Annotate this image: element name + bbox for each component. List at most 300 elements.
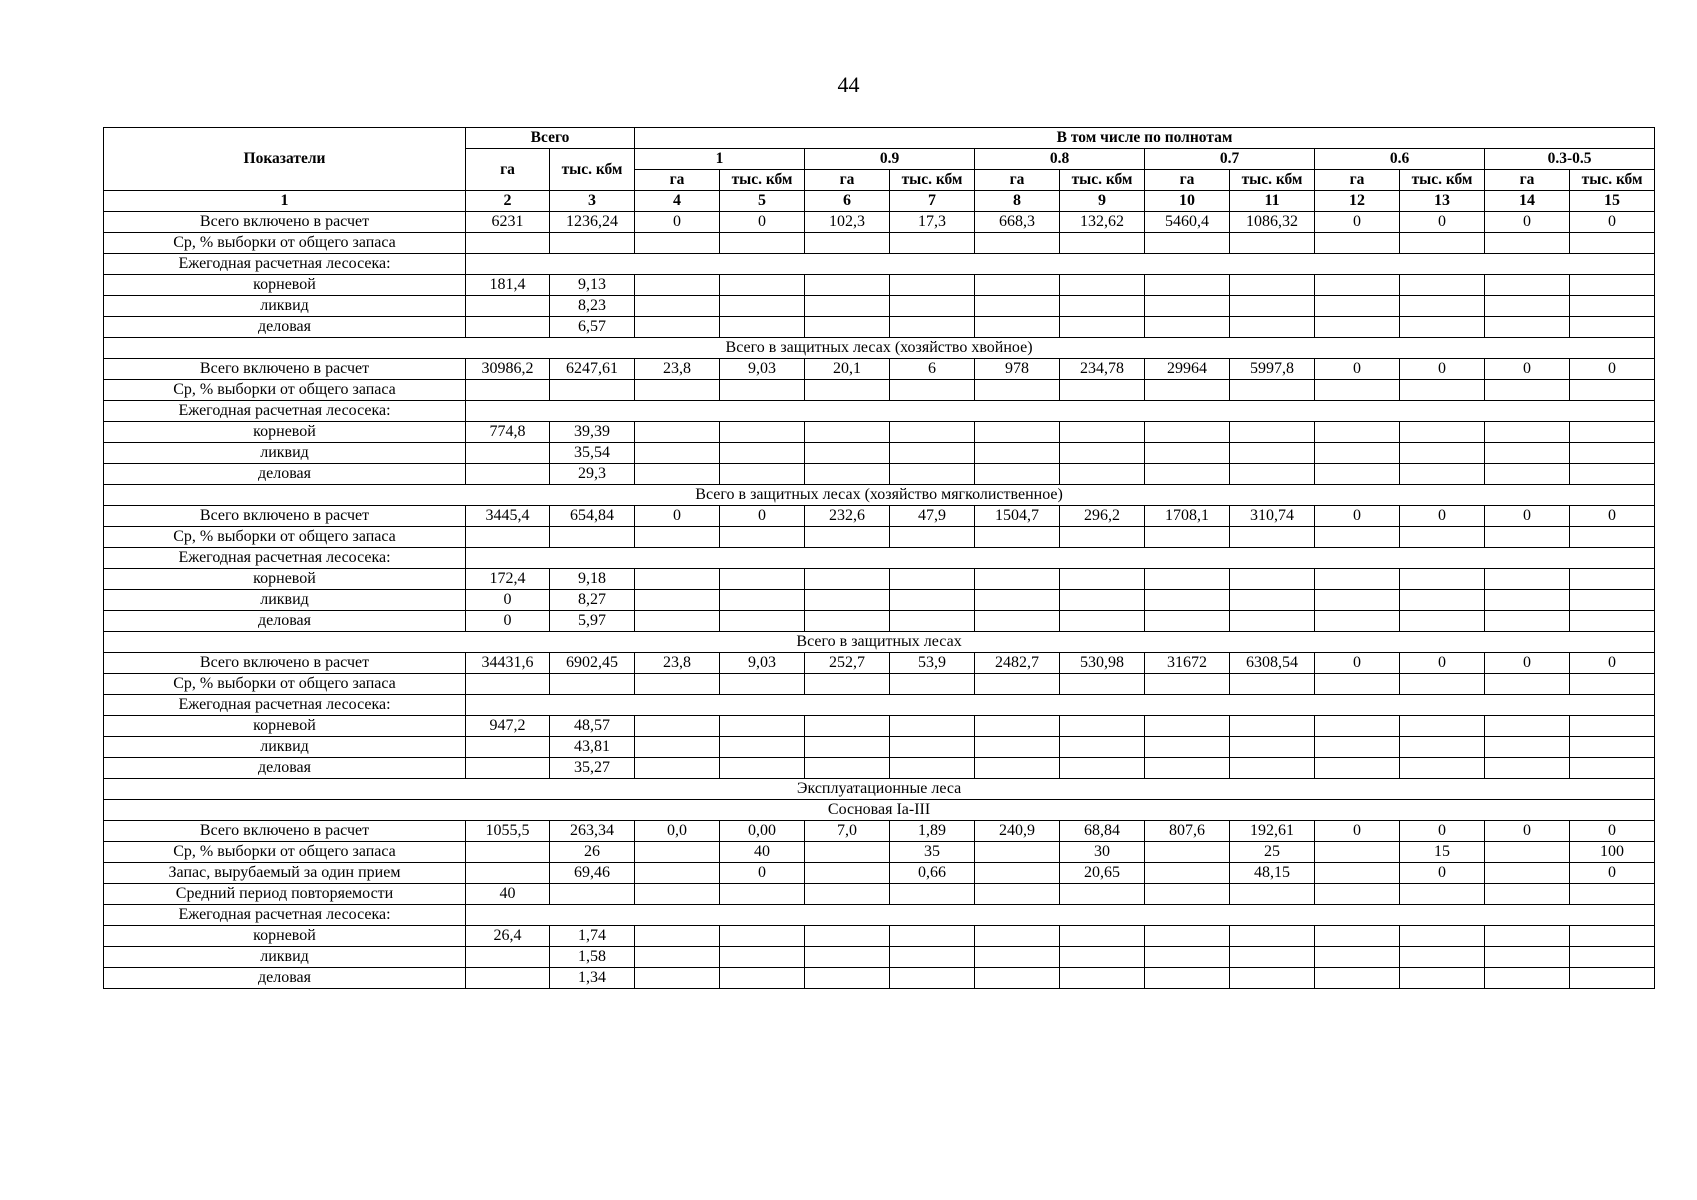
table-cell <box>1485 233 1570 254</box>
table-cell <box>1315 947 1400 968</box>
table-cell <box>1570 884 1655 905</box>
table-cell: 0 <box>1400 212 1485 233</box>
table-cell <box>1060 443 1145 464</box>
table-cell <box>1315 380 1400 401</box>
table-cell <box>720 233 805 254</box>
table-row <box>104 569 1655 590</box>
table-cell <box>1315 569 1400 590</box>
table-cell <box>1400 737 1485 758</box>
table-cell <box>805 674 890 695</box>
header-unit-tkbm: тыс. кбм <box>1060 170 1145 191</box>
column-number: 3 <box>550 191 635 212</box>
table-cell <box>466 674 550 695</box>
table-row <box>104 275 1655 296</box>
table-cell <box>805 569 890 590</box>
table-cell: 3445,4 <box>466 506 550 527</box>
table-row <box>104 674 1655 695</box>
table-cell <box>1400 464 1485 485</box>
table-cell <box>1400 317 1485 338</box>
table-cell: 1236,24 <box>550 212 635 233</box>
section-row <box>104 779 1655 800</box>
table-cell <box>720 443 805 464</box>
row-label: деловая <box>104 611 466 632</box>
table-cell: 9,03 <box>720 653 805 674</box>
table-cell: 0,00 <box>720 821 805 842</box>
header-unit-tkbm: тыс. кбм <box>1230 170 1315 191</box>
table-cell <box>1145 842 1230 863</box>
table-cell: 0,0 <box>635 821 720 842</box>
table-cell <box>805 926 890 947</box>
table-cell <box>1315 317 1400 338</box>
table-cell <box>1145 716 1230 737</box>
table-cell <box>805 884 890 905</box>
row-label: Ежегодная расчетная лесосека: <box>104 548 466 569</box>
section-title: Всего в защитных лесах <box>104 632 1655 653</box>
table-cell <box>1230 590 1315 611</box>
table-cell <box>1315 716 1400 737</box>
table-cell <box>1315 464 1400 485</box>
table-cell <box>1400 968 1485 989</box>
table-cell <box>1060 317 1145 338</box>
table-cell <box>1145 737 1230 758</box>
table-cell <box>1400 275 1485 296</box>
table-cell <box>1230 716 1315 737</box>
table-cell <box>1570 611 1655 632</box>
table-cell <box>975 233 1060 254</box>
table-cell <box>550 233 635 254</box>
table-cell <box>1570 275 1655 296</box>
empty-cell <box>466 401 1655 422</box>
table-cell: 0 <box>1570 653 1655 674</box>
table-cell: 0 <box>1485 506 1570 527</box>
table-cell: 69,46 <box>550 863 635 884</box>
table-row <box>104 821 1655 842</box>
table-cell: 7,0 <box>805 821 890 842</box>
table-cell <box>1485 863 1570 884</box>
table-cell: 0 <box>1315 359 1400 380</box>
table-cell <box>1485 464 1570 485</box>
header-unit-ha: га <box>1315 170 1400 191</box>
table-cell: 26,4 <box>466 926 550 947</box>
table-cell <box>635 569 720 590</box>
header-unit-ha: га <box>1485 170 1570 191</box>
table-cell <box>635 926 720 947</box>
table-cell <box>1400 674 1485 695</box>
table-cell: 6 <box>890 359 975 380</box>
column-number: 11 <box>1230 191 1315 212</box>
table-cell <box>805 527 890 548</box>
table-cell: 172,4 <box>466 569 550 590</box>
table-cell <box>1145 926 1230 947</box>
table-cell <box>1230 296 1315 317</box>
table-cell: 15 <box>1400 842 1485 863</box>
table-cell <box>466 317 550 338</box>
column-number: 6 <box>805 191 890 212</box>
row-label: ликвид <box>104 737 466 758</box>
empty-cell <box>466 254 1655 275</box>
table-cell: 25 <box>1230 842 1315 863</box>
table-row <box>104 653 1655 674</box>
table-cell: 9,18 <box>550 569 635 590</box>
table-cell <box>1485 380 1570 401</box>
table-cell <box>805 737 890 758</box>
table-cell <box>635 842 720 863</box>
table-row <box>104 737 1655 758</box>
table-cell <box>1485 737 1570 758</box>
table-cell <box>1315 674 1400 695</box>
table-cell <box>975 611 1060 632</box>
subheading-row <box>104 401 1655 422</box>
column-number: 8 <box>975 191 1060 212</box>
table-cell: 0 <box>1400 821 1485 842</box>
header-density: 0.8 <box>975 149 1145 170</box>
table-cell <box>1400 527 1485 548</box>
column-number: 2 <box>466 191 550 212</box>
table-cell <box>635 758 720 779</box>
table-header <box>104 128 1655 212</box>
table-row <box>104 443 1655 464</box>
table-row <box>104 947 1655 968</box>
table-cell <box>805 233 890 254</box>
table-cell <box>466 380 550 401</box>
table-row <box>104 758 1655 779</box>
table-cell: 1,58 <box>550 947 635 968</box>
table-cell: 0 <box>1485 359 1570 380</box>
table-cell <box>466 527 550 548</box>
table-cell <box>1485 842 1570 863</box>
table-cell: 31672 <box>1145 653 1230 674</box>
table-cell <box>1145 380 1230 401</box>
table-cell <box>1060 968 1145 989</box>
table-cell <box>1400 947 1485 968</box>
table-row <box>104 884 1655 905</box>
table-cell: 40 <box>466 884 550 905</box>
table-cell <box>890 233 975 254</box>
table-cell <box>1315 275 1400 296</box>
table-cell <box>1060 464 1145 485</box>
table-cell <box>1315 443 1400 464</box>
table-cell <box>975 422 1060 443</box>
table-cell <box>1230 947 1315 968</box>
table-cell <box>1315 422 1400 443</box>
table-cell <box>890 275 975 296</box>
table-row <box>104 611 1655 632</box>
table-cell <box>1570 233 1655 254</box>
table-cell: 192,61 <box>1230 821 1315 842</box>
row-label: Ежегодная расчетная лесосека: <box>104 401 466 422</box>
table-cell: 240,9 <box>975 821 1060 842</box>
table-cell <box>805 296 890 317</box>
table-cell <box>1485 968 1570 989</box>
table-cell <box>1315 527 1400 548</box>
table-cell <box>635 317 720 338</box>
row-label: Ср, % выборки от общего запаса <box>104 233 466 254</box>
table-cell <box>550 527 635 548</box>
table-cell: 0 <box>720 212 805 233</box>
table-cell <box>975 716 1060 737</box>
row-label: корневой <box>104 716 466 737</box>
table-cell <box>1145 947 1230 968</box>
table-cell <box>1230 926 1315 947</box>
table-cell: 0 <box>1570 359 1655 380</box>
header-unit-ha: га <box>1145 170 1230 191</box>
table-cell <box>1230 422 1315 443</box>
table-cell: 310,74 <box>1230 506 1315 527</box>
table-cell <box>466 443 550 464</box>
section-title: Всего в защитных лесах (хозяйство мягколиственное) <box>104 485 1655 506</box>
table-cell <box>805 443 890 464</box>
table-cell: 0 <box>1570 212 1655 233</box>
header-density: 0.7 <box>1145 149 1315 170</box>
table-cell <box>635 275 720 296</box>
table-cell <box>550 674 635 695</box>
table-cell <box>720 926 805 947</box>
table-row <box>104 863 1655 884</box>
table-cell: 232,6 <box>805 506 890 527</box>
table-cell <box>635 863 720 884</box>
table-cell: 0 <box>1485 653 1570 674</box>
table-cell <box>635 296 720 317</box>
row-label: Всего включено в расчет <box>104 506 466 527</box>
table-cell <box>720 716 805 737</box>
row-label: Ср, % выборки от общего запаса <box>104 674 466 695</box>
table-cell <box>720 758 805 779</box>
table-cell <box>805 464 890 485</box>
subheading-row <box>104 254 1655 275</box>
table-cell <box>975 275 1060 296</box>
table-cell <box>1145 884 1230 905</box>
table-cell <box>975 380 1060 401</box>
table-cell <box>1570 443 1655 464</box>
table-cell <box>1060 380 1145 401</box>
table-cell <box>805 422 890 443</box>
table-row <box>104 716 1655 737</box>
column-number: 10 <box>1145 191 1230 212</box>
table-cell <box>1570 968 1655 989</box>
column-number: 7 <box>890 191 975 212</box>
table-cell <box>1060 590 1145 611</box>
table-cell <box>466 737 550 758</box>
table-cell <box>1485 611 1570 632</box>
table-cell <box>1145 590 1230 611</box>
table-cell <box>720 611 805 632</box>
row-label: корневой <box>104 275 466 296</box>
table-cell <box>1570 674 1655 695</box>
table-cell <box>1145 233 1230 254</box>
row-label: Ср, % выборки от общего запаса <box>104 527 466 548</box>
table-cell <box>1315 737 1400 758</box>
table-cell <box>720 884 805 905</box>
table-cell <box>720 527 805 548</box>
table-cell <box>1060 275 1145 296</box>
table-cell: 0 <box>720 863 805 884</box>
table-cell: 43,81 <box>550 737 635 758</box>
table-cell: 0 <box>1485 212 1570 233</box>
table-cell <box>1315 842 1400 863</box>
table-cell <box>1060 233 1145 254</box>
table-cell <box>466 233 550 254</box>
table-cell <box>1315 590 1400 611</box>
section-row <box>104 338 1655 359</box>
table-cell <box>466 968 550 989</box>
table-cell <box>720 380 805 401</box>
table-cell <box>975 296 1060 317</box>
table-cell: 0 <box>466 611 550 632</box>
table-cell: 774,8 <box>466 422 550 443</box>
table-cell <box>466 296 550 317</box>
column-number: 13 <box>1400 191 1485 212</box>
table-cell <box>1485 926 1570 947</box>
table-cell <box>1570 569 1655 590</box>
row-label: Ср, % выборки от общего запаса <box>104 380 466 401</box>
table-cell <box>1145 863 1230 884</box>
column-number: 9 <box>1060 191 1145 212</box>
row-label: ликвид <box>104 590 466 611</box>
table-cell <box>1315 884 1400 905</box>
table-cell: 6308,54 <box>1230 653 1315 674</box>
table-cell <box>1060 947 1145 968</box>
table-cell <box>1230 884 1315 905</box>
forest-calc-table <box>103 127 1655 989</box>
section-title: Эксплуатационные леса <box>104 779 1655 800</box>
row-label: Всего включено в расчет <box>104 653 466 674</box>
table-cell <box>805 380 890 401</box>
table-cell <box>1570 716 1655 737</box>
row-label: Ср, % выборки от общего запаса <box>104 842 466 863</box>
table-cell: 40 <box>720 842 805 863</box>
table-cell <box>890 464 975 485</box>
row-label: Ежегодная расчетная лесосека: <box>104 254 466 275</box>
header-density: 1 <box>635 149 805 170</box>
row-label: Ежегодная расчетная лесосека: <box>104 695 466 716</box>
table-cell <box>635 590 720 611</box>
row-label: ликвид <box>104 296 466 317</box>
section-title: Всего в защитных лесах (хозяйство хвойное) <box>104 338 1655 359</box>
table-row <box>104 842 1655 863</box>
header-unit-ha: га <box>975 170 1060 191</box>
table-cell: 0 <box>1400 506 1485 527</box>
table-cell <box>720 737 805 758</box>
table-cell <box>890 968 975 989</box>
table-cell <box>805 968 890 989</box>
table-cell <box>1400 422 1485 443</box>
table-cell <box>975 674 1060 695</box>
table-cell <box>1145 422 1230 443</box>
empty-cell <box>466 548 1655 569</box>
table-cell <box>1230 737 1315 758</box>
row-label: корневой <box>104 569 466 590</box>
table-cell <box>1230 674 1315 695</box>
table-cell: 5460,4 <box>1145 212 1230 233</box>
table-cell: 35,54 <box>550 443 635 464</box>
table-cell: 102,3 <box>805 212 890 233</box>
table-cell: 35,27 <box>550 758 635 779</box>
section-row <box>104 800 1655 821</box>
table-row <box>104 422 1655 443</box>
table-cell: 6247,61 <box>550 359 635 380</box>
table-cell <box>1400 569 1485 590</box>
table-cell <box>1315 233 1400 254</box>
table-cell <box>1060 674 1145 695</box>
table-cell: 68,84 <box>1060 821 1145 842</box>
subheading-row <box>104 905 1655 926</box>
row-label: корневой <box>104 926 466 947</box>
header-density: 0.3-0.5 <box>1485 149 1655 170</box>
header-density: 0.9 <box>805 149 975 170</box>
table-cell <box>1230 527 1315 548</box>
table-cell: 807,6 <box>1145 821 1230 842</box>
row-label: Всего включено в расчет <box>104 821 466 842</box>
table-cell <box>1230 464 1315 485</box>
table-cell: 23,8 <box>635 359 720 380</box>
column-number: 4 <box>635 191 720 212</box>
table-cell: 0 <box>1315 506 1400 527</box>
table-cell <box>1315 296 1400 317</box>
table-cell <box>890 674 975 695</box>
table-cell <box>466 758 550 779</box>
table-cell <box>1485 674 1570 695</box>
table-cell <box>975 884 1060 905</box>
row-label: ликвид <box>104 947 466 968</box>
table-cell <box>635 737 720 758</box>
table-cell <box>975 968 1060 989</box>
table-cell <box>1145 296 1230 317</box>
table-cell: 1086,32 <box>1230 212 1315 233</box>
table-row <box>104 590 1655 611</box>
table-cell <box>720 296 805 317</box>
table-cell <box>550 884 635 905</box>
table-cell <box>1570 380 1655 401</box>
row-label: деловая <box>104 317 466 338</box>
table-cell <box>635 968 720 989</box>
table-cell <box>1145 758 1230 779</box>
table-cell <box>550 380 635 401</box>
table-cell <box>1230 275 1315 296</box>
table-cell: 947,2 <box>466 716 550 737</box>
table-cell <box>1400 233 1485 254</box>
table-cell <box>1485 422 1570 443</box>
table-cell <box>720 947 805 968</box>
table-cell <box>1145 443 1230 464</box>
table-cell <box>890 590 975 611</box>
table-cell <box>1060 569 1145 590</box>
table-cell <box>805 842 890 863</box>
table-cell <box>1060 758 1145 779</box>
table-cell <box>1570 947 1655 968</box>
table-cell: 0,66 <box>890 863 975 884</box>
table-cell <box>1400 716 1485 737</box>
table-cell: 181,4 <box>466 275 550 296</box>
table-cell <box>890 443 975 464</box>
column-number: 5 <box>720 191 805 212</box>
table-cell <box>890 611 975 632</box>
subheading-row <box>104 548 1655 569</box>
table-cell <box>635 233 720 254</box>
table-cell <box>975 926 1060 947</box>
table-cell: 2482,7 <box>975 653 1060 674</box>
column-number: 1 <box>104 191 466 212</box>
table-row <box>104 359 1655 380</box>
table-cell <box>1485 443 1570 464</box>
table-cell <box>890 716 975 737</box>
table-cell: 53,9 <box>890 653 975 674</box>
table-cell <box>720 464 805 485</box>
table-cell <box>1570 296 1655 317</box>
header-unit-ha: га <box>635 170 720 191</box>
table-cell <box>975 317 1060 338</box>
table-cell <box>890 317 975 338</box>
header-total: Всего <box>466 128 635 149</box>
